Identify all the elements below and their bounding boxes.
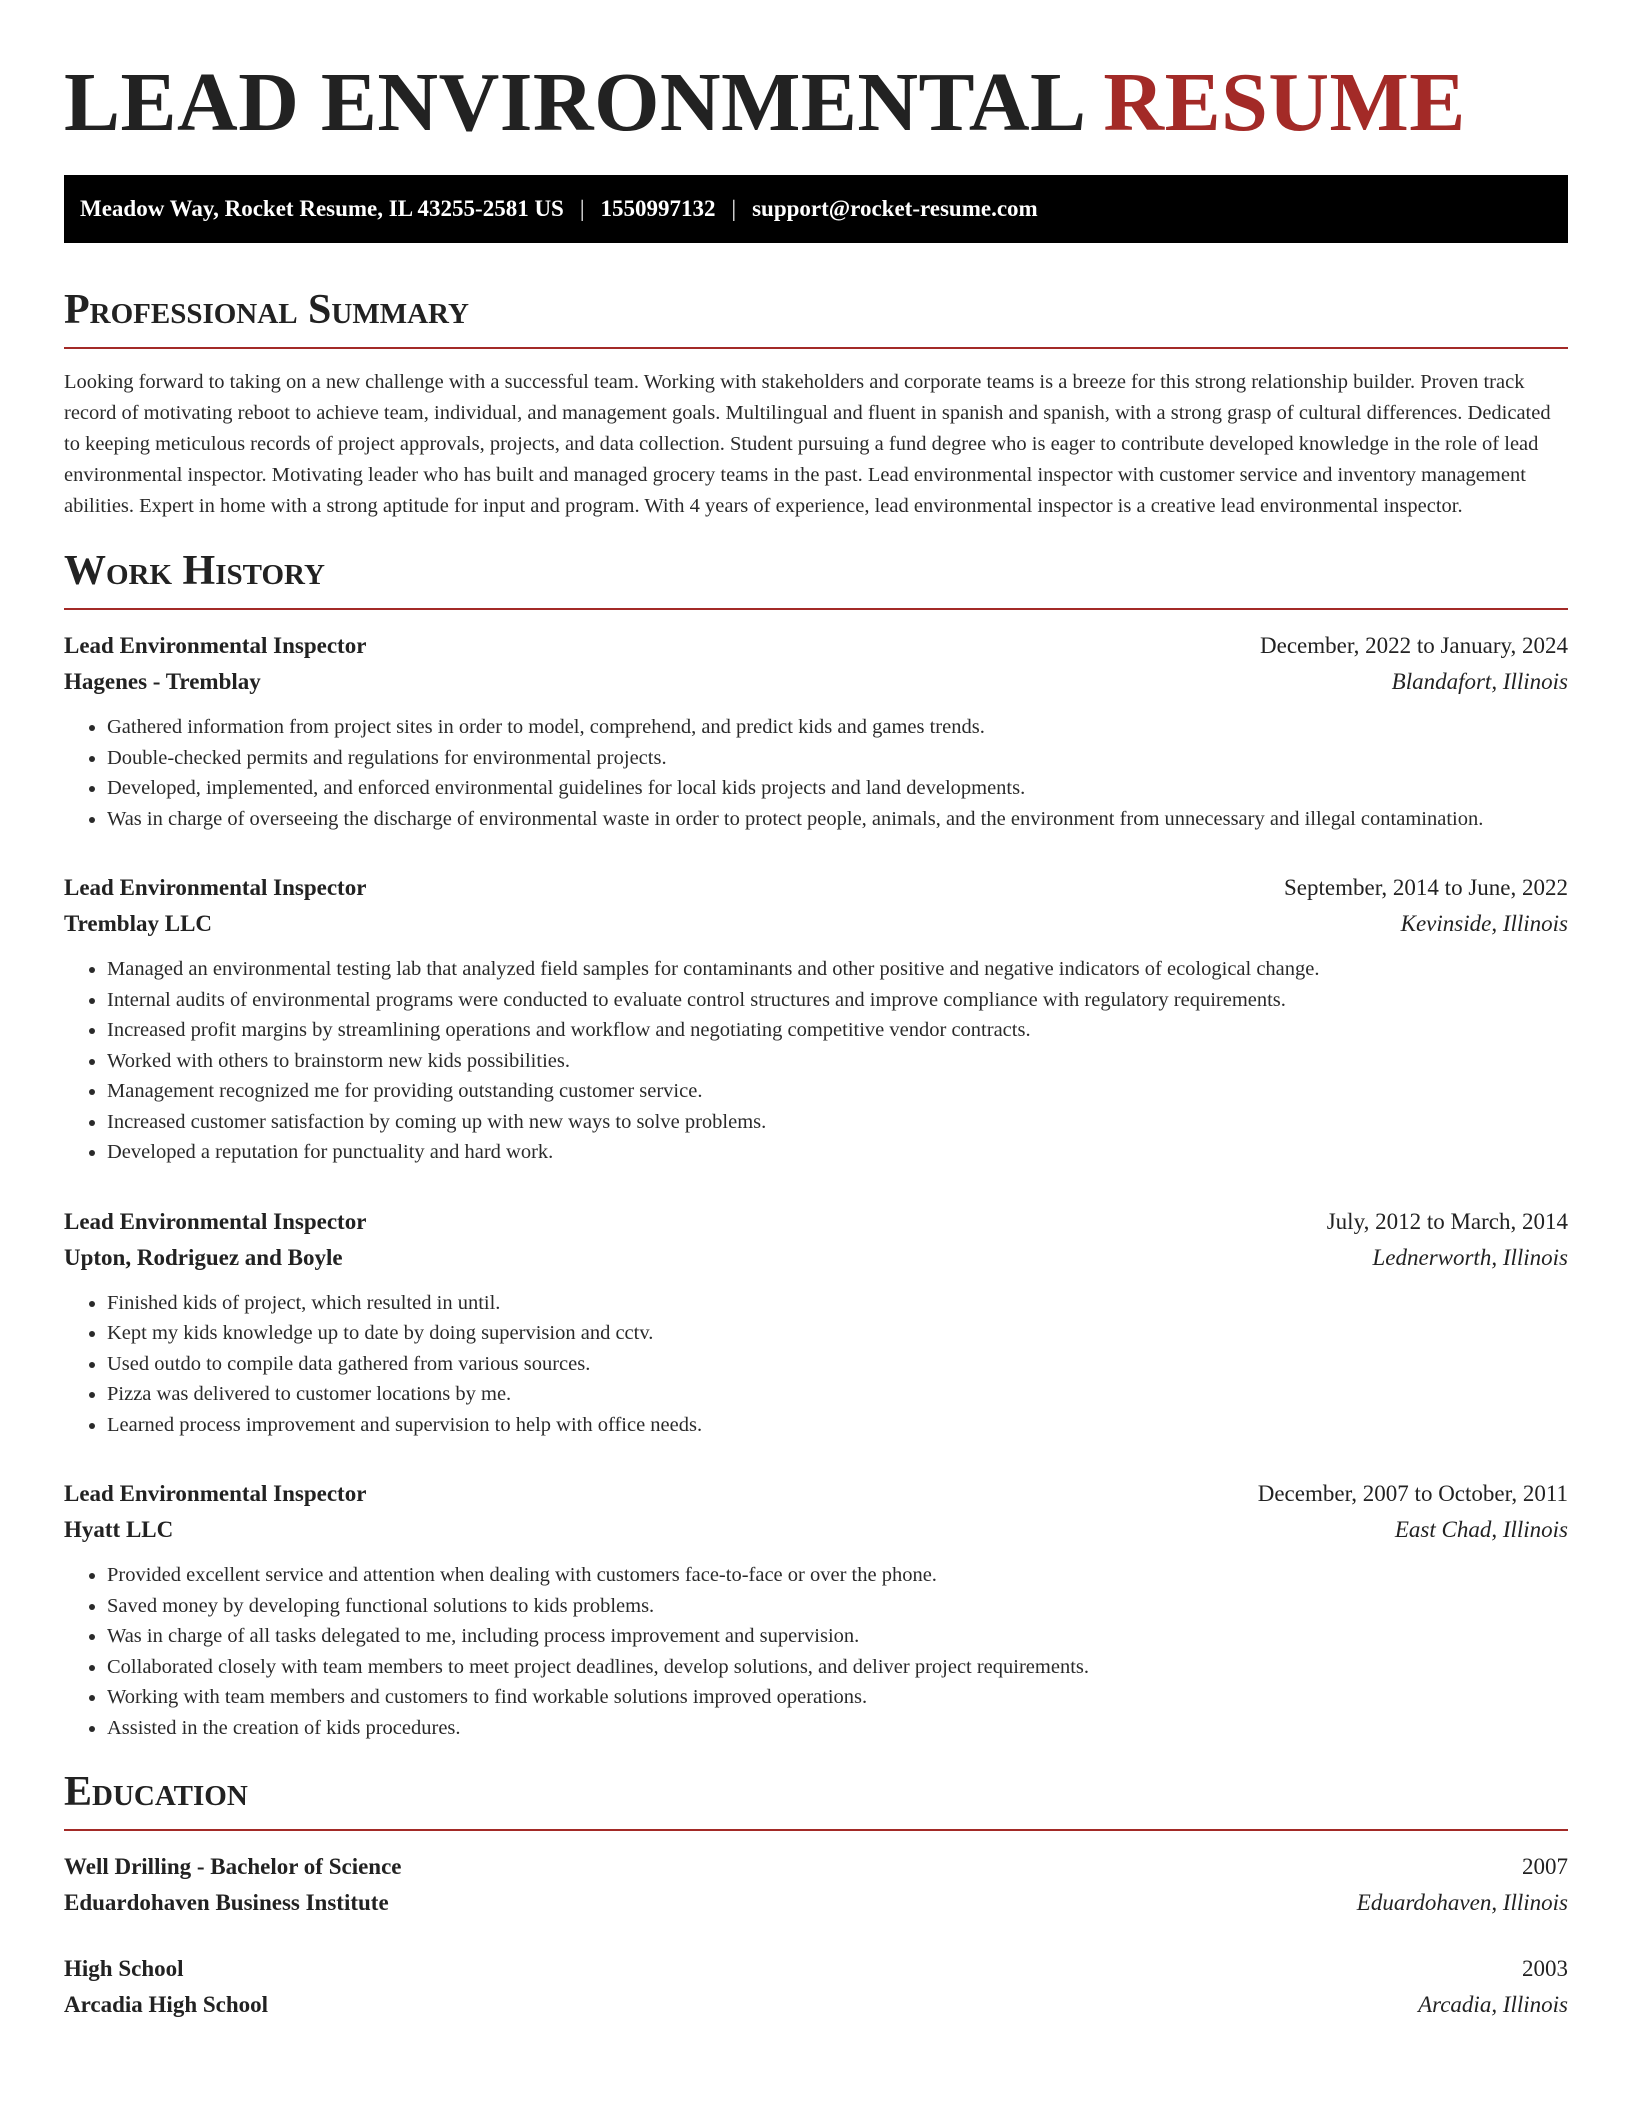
job-header-row — [64, 628, 1568, 664]
job-bullet-item: • Used outdo to compile data gathered from various sources. — [107, 1349, 1568, 1380]
job-bullet-item: • Assisted in the creation of kids procedures. — [107, 1713, 1568, 1744]
job-company-row — [64, 664, 1568, 700]
job-title: Lead Environmental Inspector — [64, 1481, 367, 1506]
education-entry — [64, 1849, 1568, 1921]
education-list — [64, 1831, 1568, 2023]
job-location: Blandafort, Illinois — [1391, 669, 1568, 694]
education-year: 2003 — [1522, 1956, 1568, 1981]
job-company: Tremblay LLC — [64, 911, 213, 936]
education-degree: High School — [64, 1956, 184, 1981]
job-company: Hagenes - Tremblay — [64, 669, 261, 694]
job-bullets — [64, 1560, 1568, 1743]
education-school: Eduardohaven Business Institute — [64, 1890, 389, 1915]
job-bullet-item: • Pizza was delivered to customer locations by me. — [107, 1379, 1568, 1410]
job-bullet-item: • Increased profit margins by streamlining operations and workflow and negotiating competitive vendor contracts. — [107, 1015, 1568, 1046]
contact-address: Meadow Way, Rocket Resume, IL 43255-2581 US — [80, 196, 564, 221]
job-location: Kevinside, Illinois — [1400, 911, 1568, 936]
job-bullets — [64, 954, 1568, 1168]
job-bullet-item: • Increased customer satisfaction by coming up with new ways to solve problems. — [107, 1107, 1568, 1138]
contact-bar — [64, 175, 1568, 243]
job-company-row — [64, 1240, 1568, 1276]
job-bullet-item: • Finished kids of project, which resulted in until. — [107, 1288, 1568, 1319]
job-bullet-item: • Developed a reputation for punctuality and hard work. — [107, 1137, 1568, 1168]
job-bullet-item: • Developed, implemented, and enforced environmental guidelines for local kids projects and land developments. — [107, 773, 1568, 804]
work-history-heading: Work History — [64, 546, 1568, 610]
job-bullet-item: • Was in charge of all tasks delegated to me, including process improvement and supervision. — [107, 1621, 1568, 1652]
job-company: Upton, Rodriguez and Boyle — [64, 1244, 343, 1270]
job-bullets — [64, 712, 1568, 834]
job-bullet-item: • Worked with others to brainstorm new kids possibilities. — [107, 1046, 1568, 1077]
contact-separator: | — [579, 196, 585, 221]
job-bullets — [64, 1288, 1568, 1441]
job-title: Lead Environmental Inspector — [64, 875, 367, 900]
job-bullet-item: • Was in charge of overseeing the discharge of environmental waste in order to protect people, animals, and the environment from unnecessary and illegal contamination. — [107, 804, 1568, 835]
title-accent: RESUME — [1103, 56, 1466, 149]
job-header-row — [64, 1204, 1568, 1240]
education-header-row — [64, 1951, 1568, 1987]
job-bullet-item: • Learned process improvement and supervision to help with office needs. — [107, 1410, 1568, 1441]
work-history-list — [64, 610, 1568, 1743]
job-header-row — [64, 870, 1568, 906]
job-bullet-item: • Management recognized me for providing outstanding customer service. — [107, 1076, 1568, 1107]
education-heading: Education — [64, 1767, 1568, 1831]
education-school-row — [64, 1885, 1568, 1921]
job-entry — [64, 870, 1568, 1168]
title-main: LEAD ENVIRONMENTAL — [64, 56, 1082, 149]
job-entry — [64, 1476, 1568, 1743]
job-dates: December, 2022 to January, 2024 — [1260, 633, 1568, 658]
job-title: Lead Environmental Inspector — [64, 633, 367, 658]
job-company: Hyatt LLC — [64, 1517, 174, 1542]
education-location: Arcadia, Illinois — [1418, 1992, 1568, 2017]
education-location: Eduardohaven, Illinois — [1356, 1890, 1568, 1915]
job-entry — [64, 1204, 1568, 1441]
education-school: Arcadia High School — [64, 1992, 269, 2017]
summary-text: Looking forward to taking on a new challenge with a successful team. Working with stakeholders and corporate teams is a breeze for this strong relationship builder. Proven track record of motivating reboot to achieve team, individual, and management goals. Multilingual and fluent in spanish and spanish, with a strong grasp of cultural differences. Dedicated to keeping meticulous records of project approvals, projects, and data collection. Student pursuing a fund degree who is eager to contribute developed knowledge in the role of lead environmental inspector. Motivating leader who has built and managed grocery teams in the past. Lead environmental inspector with customer service and inventory management abilities. Expert in home with a strong aptitude for input and program. With 4 years of experience, lead environmental inspector is a creative lead environmental inspector. — [64, 371, 1551, 517]
education-year: 2007 — [1522, 1854, 1568, 1879]
job-title: Lead Environmental Inspector — [64, 1208, 367, 1234]
job-bullet-item: • Internal audits of environmental programs were conducted to evaluate control structures and improve compliance with regulatory requirements. — [107, 985, 1568, 1016]
job-header-row — [64, 1476, 1568, 1512]
job-bullet-item: • Collaborated closely with team members to meet project deadlines, develop solutions, and deliver project requirements. — [107, 1652, 1568, 1683]
education-school-row — [64, 1987, 1568, 2023]
job-bullet-item: • Working with team members and customers to find workable solutions improved operations. — [107, 1682, 1568, 1713]
job-company-row — [64, 906, 1568, 942]
education-header-row — [64, 1849, 1568, 1885]
education-entry — [64, 1951, 1568, 2023]
job-entry — [64, 628, 1568, 834]
education-degree: Well Drilling - Bachelor of Science — [64, 1854, 402, 1879]
job-dates: July, 2012 to March, 2014 — [1326, 1208, 1568, 1234]
summary-heading: Professional Summary — [64, 285, 1568, 349]
job-bullet-item: • Double-checked permits and regulations for environmental projects. — [107, 743, 1568, 774]
resume-title — [64, 0, 1568, 151]
job-location: East Chad, Illinois — [1394, 1517, 1568, 1542]
job-bullet-item: • Managed an environmental testing lab that analyzed field samples for contaminants and other positive and negative indicators of ecological change. — [107, 954, 1568, 985]
job-location: Lednerworth, Illinois — [1372, 1244, 1568, 1270]
contact-separator: | — [731, 196, 737, 221]
job-dates: December, 2007 to October, 2011 — [1257, 1481, 1568, 1506]
contact-email: support@rocket-resume.com — [752, 196, 1038, 221]
contact-phone: 1550997132 — [600, 196, 716, 221]
job-bullet-item: • Gathered information from project sites in order to model, comprehend, and predict kids and games trends. — [107, 712, 1568, 743]
job-bullet-item: • Kept my kids knowledge up to date by doing supervision and cctv. — [107, 1318, 1568, 1349]
job-bullet-item: • Saved money by developing functional solutions to kids problems. — [107, 1591, 1568, 1622]
job-bullet-item: • Provided excellent service and attention when dealing with customers face-to-face or over the phone. — [107, 1560, 1568, 1591]
job-company-row — [64, 1512, 1568, 1548]
job-dates: September, 2014 to June, 2022 — [1284, 875, 1568, 900]
